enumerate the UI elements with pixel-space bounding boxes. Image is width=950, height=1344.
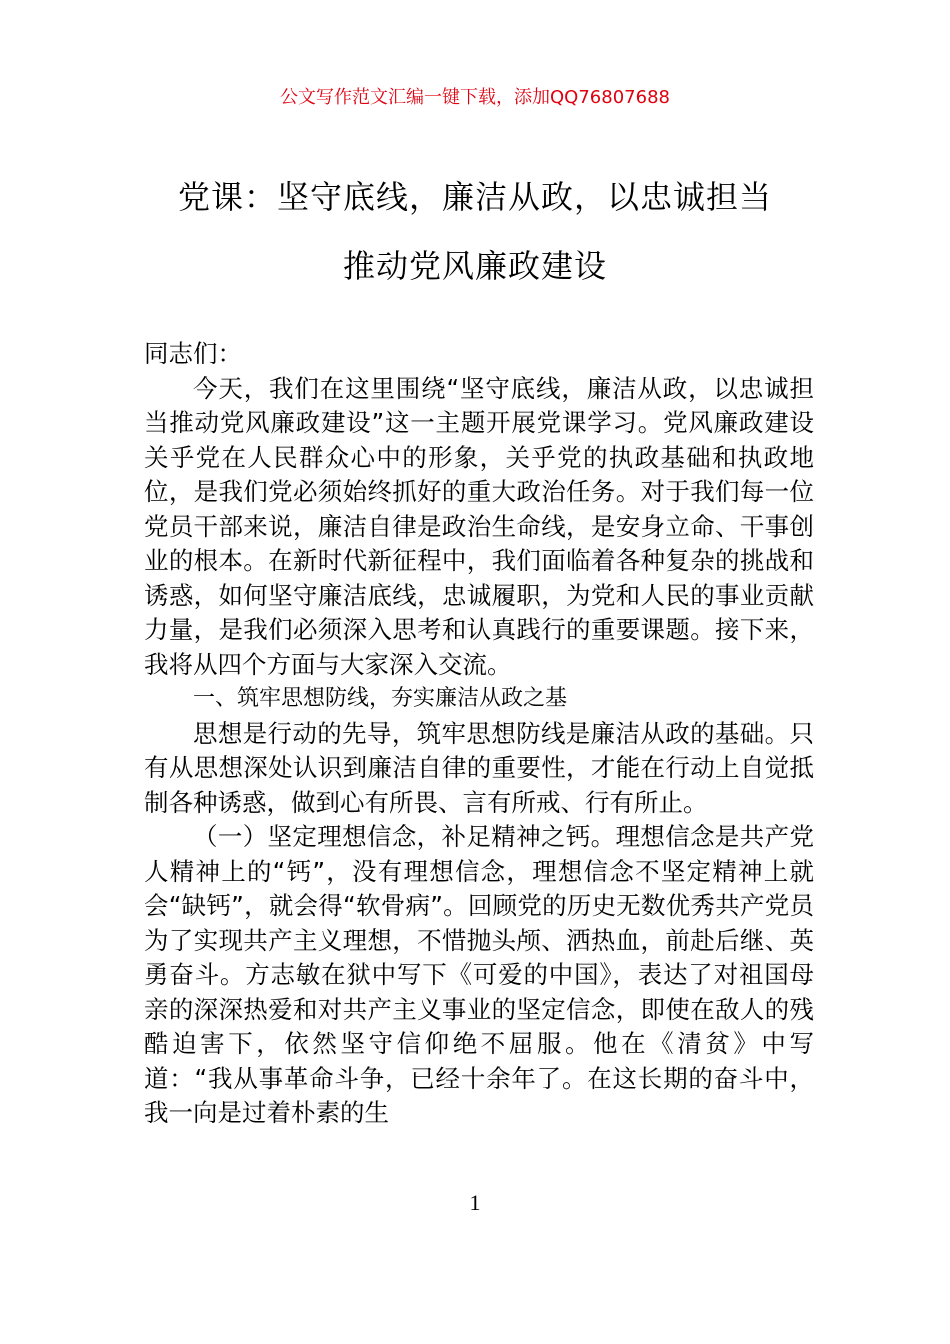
body-text: [144, 337, 814, 1131]
title-line-2: 推动党风廉政建设: [342, 247, 607, 285]
page-number: 1: [469, 1190, 481, 1215]
header-note: 公文写作范文汇编一键下载，添加QQ76807688: [280, 87, 670, 108]
salutation: 同志们：: [144, 339, 242, 368]
section-1-paragraph: 思想是行动的先导，筑牢思想防线是廉洁从政的基础。只有从思想深处认识到廉洁自律的重要性，才能在行动上自觉抵制各种诱惑，做到心有所畏、言有所戒、行有所止。: [144, 718, 814, 817]
section-1-heading: 一、筑牢思想防线，夯实廉洁从政之基: [193, 686, 568, 711]
intro-paragraph: 今天，我们在这里围绕“坚守底线，廉洁从政，以忠诚担当推动党风廉政建设”这一主题开展党课学习。党风廉政建设关乎党在人民群众心中的形象，关乎党的执政基础和执政地位，是我们党必须始终抓好的重大政治任务。对于我们每一位党员干部来说，廉洁自律是政治生命线，是安身立命、干事创业的根本。在新时代新征程中，我们面临着各种复杂的挑战和诱惑，如何坚守廉洁底线，忠诚履职，为党和人民的事业贡献力量，是我们必须深入思考和认真践行的重要课题。接下来，我将从四个方面与大家深入交流。: [144, 373, 814, 679]
title-line-1: 党课：坚守底线，廉洁从政，以忠诚担当: [177, 178, 772, 216]
subsection-1-paragraph: （一）坚定理想信念，补足精神之钙。理想信念是共产党人精神上的“钙”，没有理想信念，理想信念不坚定精神上就会“缺钙”，就会得“软骨病”。回顾党的历史无数优秀共产党员为了实现共产主义理想，不惜抛头颅、洒热血，前赴后继、英勇奋斗。方志敏在狱中写下《可爱的中国》，表达了对祖国母亲的深深热爱和对共产主义事业的坚定信念，即使在敌人的残酷迫害下，依然坚守信仰绝不屈服。他在《清贫》中写道：“我从事革命斗争，已经十余年了。在这长期的奋斗中，我一向是过着朴素的生: [144, 822, 814, 1127]
